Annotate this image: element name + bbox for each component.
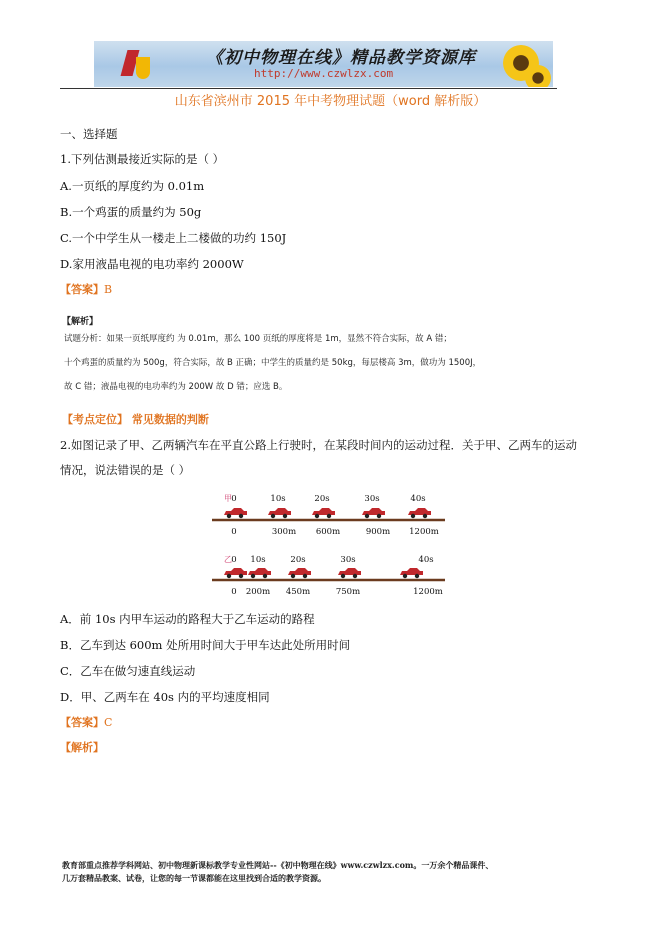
q1-analysis-line: 十个鸡蛋的质量约为 500g，符合实际，故 B 正确；中学生的质量约是 50kg，每层楼高 3m，做功为 1500J，: [64, 358, 482, 368]
car-b-time-label: 0: [231, 555, 237, 565]
car-b-label: 乙: [224, 555, 232, 564]
document-title: 山东省滨州市 2015 年中考物理试题（word 解析版）: [174, 94, 487, 109]
car-icon: [268, 508, 291, 518]
q2-analysis-label: 【解析】: [60, 741, 104, 754]
car-a-distance-label: 0: [231, 527, 237, 537]
car-icon: [224, 568, 247, 578]
motion-diagram: [200, 488, 460, 600]
car-icon: [288, 568, 311, 578]
q1-option-c: C.一个中学生从一楼走上二楼做的功约 150J: [60, 231, 287, 245]
car-icon: [224, 508, 247, 518]
car-a-time-label: 20s: [314, 494, 330, 504]
car-a-label: 甲: [224, 494, 232, 503]
q1-kp-value: 常见数据的判断: [131, 413, 209, 426]
car-icon: [248, 568, 271, 578]
footer-line: 几万套精品教案、试卷，让您的每一节课都能在这里找到合适的教学资源。: [62, 873, 326, 883]
q1-analysis: [64, 327, 564, 399]
q2-option-c: C．乙车在做匀速直线运动: [60, 664, 196, 678]
q1-option-d: D.家用液晶电视的电功率约 2000W: [60, 257, 244, 271]
q1-kp-label: 【考点定位】: [62, 413, 128, 426]
q1-analysis-line: 故 C 错；液晶电视的电功率约为 200W 故 D 错；应选 B。: [64, 382, 288, 392]
car-b-distance-label: 450m: [285, 587, 311, 597]
q1-stem: 1.下列估测最接近实际的是（ ）: [60, 152, 225, 166]
car-a-time-label: 30s: [364, 494, 380, 504]
car-a-distance-label: 600m: [315, 527, 341, 537]
q2-option-a: A．前 10s 内甲车运动的路程大于乙车运动的路程: [60, 612, 315, 626]
q1-answer-value: B: [104, 283, 113, 296]
car-a-time-label: 40s: [410, 494, 426, 504]
header-banner: [94, 41, 553, 87]
car-icon: [338, 568, 361, 578]
car-a-distance-label: 900m: [365, 527, 391, 537]
q2-answer: [60, 716, 112, 730]
banner-title: 《初中物理在线》精品教学资源库: [206, 48, 476, 68]
q2-stem-line-2: 情况，说法错误的是（ ）: [60, 463, 191, 477]
header-rule: [60, 88, 557, 89]
q1-answer: [60, 283, 112, 297]
sunflower-icon-small: [525, 65, 551, 87]
car-b-time-label: 30s: [340, 555, 356, 565]
q2-answer-value: C: [104, 716, 113, 729]
q1-option-a: A.一页纸的厚度约为 0.01m: [60, 179, 205, 193]
car-icon: [408, 508, 431, 518]
car-icon: [362, 508, 385, 518]
car-b-time-label: 20s: [290, 555, 306, 565]
q1-knowledge-point: [62, 411, 209, 427]
section-heading: 一、选择题: [60, 127, 118, 141]
q1-analysis-line: 试题分析：如果一页纸厚度约 为 0.01m，那么 100 页纸的厚度将是 1m，显然不符合实际，故 A 错；: [64, 334, 452, 344]
q2-option-d: D．甲、乙两车在 40s 内的平均速度相同: [60, 690, 270, 704]
footer-line: 教育部重点推荐学科网站、初中物理新课标教学专业性网站--《初中物理在线》www.czwlzx.com。一万余个精品课件、: [62, 860, 494, 870]
car-icon: [400, 568, 423, 578]
car-b-time-label: 40s: [418, 555, 434, 565]
car-b-distance-label: 0: [231, 587, 237, 597]
logo-mark-accent: [136, 57, 150, 79]
q1-analysis-label: 【解析】: [62, 317, 99, 327]
car-b-distance-label: 1200m: [413, 587, 443, 597]
q2-stem-line-1: 2.如图记录了甲、乙两辆汽车在平直公路上行驶时，在某段时间内的运动过程．关于甲、乙两车的运动: [60, 438, 577, 452]
q1-answer-label: 【答案】: [60, 283, 104, 296]
car-icon: [312, 508, 335, 518]
car-b-distance-label: 750m: [335, 587, 361, 597]
q2-option-b: B．乙车到达 600m 处所用时间大于甲车达此处所用时间: [60, 638, 351, 652]
banner-url[interactable]: http://www.czwlzx.com: [254, 67, 394, 80]
car-b-time-label: 10s: [250, 555, 266, 565]
page-footer: [62, 859, 607, 885]
car-a-time-label: 10s: [270, 494, 286, 504]
car-a-distance-label: 300m: [271, 527, 297, 537]
car-a-time-label: 0: [231, 494, 237, 504]
q2-answer-label: 【答案】: [60, 716, 104, 729]
car-b-distance-label: 200m: [245, 587, 271, 597]
q1-option-b: B.一个鸡蛋的质量约为 50g: [60, 205, 202, 219]
car-a-distance-label: 1200m: [409, 527, 439, 537]
